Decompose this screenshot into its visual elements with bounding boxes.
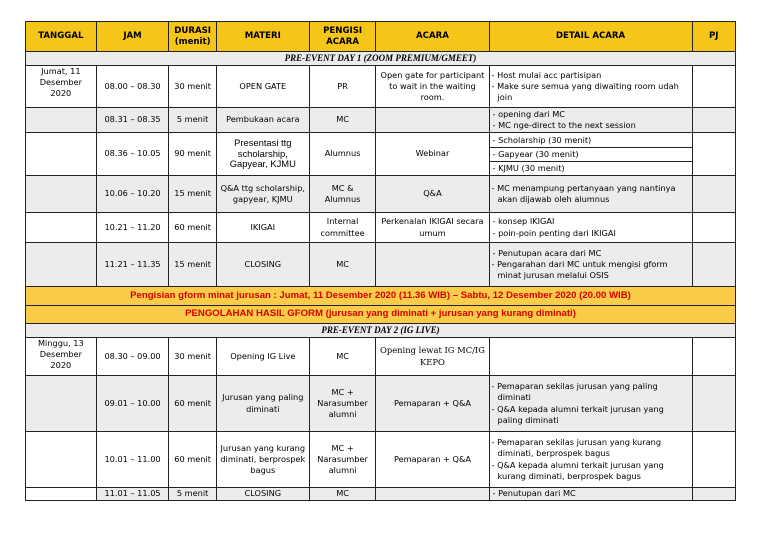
date-empty <box>26 243 97 287</box>
detail-item: - Host mulai acc partisipan <box>491 69 602 80</box>
row-jam: 08.30 – 09.00 <box>96 338 169 376</box>
day1-banner: PRE-EVENT DAY 1 (ZOOM PREMIUM/GMEET) <box>26 52 736 66</box>
row-jam: 11.21 – 11.35 <box>96 243 169 287</box>
row-pj <box>692 66 735 108</box>
date-empty <box>26 213 97 243</box>
row-pj <box>692 338 735 376</box>
detail-item: - Gapyear (30 menit) <box>490 147 692 161</box>
detail-item: - poin-poin penting dari IKIGAI <box>492 227 616 238</box>
detail-item: - Pemaparan sekilas jurusan yang kurang diminati, berprospek bagus <box>491 437 662 459</box>
row-detail <box>489 243 692 287</box>
day1-banner-row <box>26 52 736 66</box>
header-row <box>26 22 736 52</box>
row-jam: 11.01 – 11.05 <box>96 488 169 501</box>
row-acara: Opening lewat IG MC/IG KEPO <box>376 338 489 376</box>
header-jam: JAM <box>96 22 169 52</box>
row-pengisi: MC <box>309 338 376 376</box>
row-pengisi: MC <box>309 108 376 133</box>
row-jam: 10.01 – 11.00 <box>96 432 169 488</box>
table-row <box>26 376 736 432</box>
row-durasi: 5 menit <box>169 488 216 501</box>
table-row <box>26 338 736 376</box>
gform-banner: Pengisian gform minat jurusan : Jumat, 11 Desember 2020 (11.36 WIB) – Sabtu, 12 Desember 2020 (20.00 WIB) <box>26 287 736 306</box>
day2-banner-row <box>26 324 736 338</box>
date-empty <box>26 176 97 213</box>
row-acara: Perkenalan IKIGAI secara umum <box>376 213 489 243</box>
row-pj <box>692 133 735 176</box>
detail-item: - Penutupan acara dari MC <box>492 247 602 258</box>
row-acara: Pemaparan + Q&A <box>376 432 489 488</box>
row-durasi: 90 menit <box>169 133 216 176</box>
table-row <box>26 133 736 176</box>
row-detail <box>489 133 692 176</box>
row-materi: Presentasi ttg scholarship, Gapyear, KJMU <box>216 133 309 176</box>
detail-item: - opening dari MC <box>492 108 566 119</box>
row-jam: 10.06 – 10.20 <box>96 176 169 213</box>
row-pengisi: MC <box>309 243 376 287</box>
row-detail <box>489 66 692 108</box>
row-durasi: 30 menit <box>169 66 216 108</box>
row-pj <box>692 108 735 133</box>
header-pj: PJ <box>692 22 735 52</box>
table-row <box>26 108 736 133</box>
row-jam: 10.21 – 11.20 <box>96 213 169 243</box>
date-empty <box>26 133 97 176</box>
detail-item: - KJMU (30 menit) <box>490 161 692 175</box>
detail-item: - MC menampung pertanyaan yang nantinya akan dijawab oleh alumnus <box>491 182 676 204</box>
detail-item: - Q&A kepada alumni terkait jurusan yang kurang diminati, berprospek bagus <box>491 459 664 481</box>
row-acara: Q&A <box>376 176 489 213</box>
row-acara <box>376 488 489 501</box>
date-empty <box>26 376 97 432</box>
row-acara: Open gate for participant to wait in the waiting room. <box>376 66 489 108</box>
row-materi: Pembukaan acara <box>216 108 309 133</box>
row-materi: Q&A ttg scholarship, gapyear, KJMU <box>216 176 309 213</box>
date-empty <box>26 108 97 133</box>
row-materi: OPEN GATE <box>216 66 309 108</box>
row-pj <box>692 376 735 432</box>
row-detail <box>489 338 692 376</box>
header-materi: MATERI <box>216 22 309 52</box>
row-acara: Pemaparan + Q&A <box>376 376 489 432</box>
table-row <box>26 66 736 108</box>
header-detail: DETAIL ACARA <box>489 22 692 52</box>
gform-banner-row <box>26 287 736 306</box>
detail-item: - Scholarship (30 menit) <box>492 134 592 145</box>
detail-item: - Pengarahan dari MC untuk mengisi gform minat jurusan melalui OSIS <box>491 258 668 281</box>
row-pengisi: MC + Narasumber alumni <box>309 432 376 488</box>
row-materi: IKIGAI <box>216 213 309 243</box>
table-row <box>26 432 736 488</box>
row-durasi: 15 menit <box>169 176 216 213</box>
detail-item: - Penutupan dari MC <box>492 488 576 499</box>
detail-item: - Pemaparan sekilas jurusan yang paling diminati <box>491 381 658 403</box>
row-detail <box>489 108 692 133</box>
schedule-table <box>25 21 736 501</box>
row-detail <box>489 432 692 488</box>
row-pj <box>692 432 735 488</box>
day1-date: Jumat, 11 Desember 2020 <box>26 66 97 108</box>
header-durasi: DURASI (menit) <box>169 22 216 52</box>
detail-item: - Make sure semua yang diwaiting room udah join <box>491 80 679 103</box>
row-detail <box>489 488 692 501</box>
detail-item: - konsep IKIGAI <box>492 216 555 227</box>
row-durasi: 60 menit <box>169 432 216 488</box>
header-tanggal: TANGGAL <box>26 22 97 52</box>
day2-date: Minggu, 13 Desember 2020 <box>26 338 97 376</box>
row-durasi: 60 menit <box>169 376 216 432</box>
row-acara <box>376 243 489 287</box>
row-acara <box>376 108 489 133</box>
header-acara: ACARA <box>376 22 489 52</box>
row-pengisi: Internal committee <box>309 213 376 243</box>
row-pengisi: Alumnus <box>309 133 376 176</box>
header-pengisi: PENGISI ACARA <box>309 22 376 52</box>
row-pj <box>692 213 735 243</box>
row-durasi: 15 menit <box>169 243 216 287</box>
detail-item: - Q&A kepada alumni terkait jurusan yang paling diminati <box>491 403 664 425</box>
row-pengisi: MC <box>309 488 376 501</box>
table-row <box>26 213 736 243</box>
row-detail <box>489 376 692 432</box>
row-durasi: 5 menit <box>169 108 216 133</box>
row-detail <box>489 213 692 243</box>
processing-banner-row <box>26 306 736 324</box>
row-durasi: 60 menit <box>169 213 216 243</box>
row-pj <box>692 176 735 213</box>
date-empty <box>26 432 97 488</box>
row-pengisi: PR <box>309 66 376 108</box>
row-materi: Opening IG Live <box>216 338 309 376</box>
row-materi: CLOSING <box>216 243 309 287</box>
table-row <box>26 176 736 213</box>
row-materi: Jurusan yang kurang diminati, berprospek bagus <box>216 432 309 488</box>
table-row <box>26 243 736 287</box>
day2-banner: PRE-EVENT DAY 2 (IG LIVE) <box>26 324 736 338</box>
date-empty <box>26 488 97 501</box>
row-jam: 09.01 – 10.00 <box>96 376 169 432</box>
row-pengisi: MC + Narasumber alumni <box>309 376 376 432</box>
row-durasi: 30 menit <box>169 338 216 376</box>
detail-item: - MC nge-direct to the next session <box>492 120 636 130</box>
table-row <box>26 488 736 501</box>
row-jam: 08.36 – 10.05 <box>96 133 169 176</box>
row-pj <box>692 488 735 501</box>
row-pj <box>692 243 735 287</box>
row-pengisi: MC & Alumnus <box>309 176 376 213</box>
row-jam: 08.31 – 08.35 <box>96 108 169 133</box>
row-materi: Jurusan yang paling diminati <box>216 376 309 432</box>
processing-banner: PENGOLAHAN HASIL GFORM (jurusan yang diminati + jurusan yang kurang diminati) <box>26 306 736 324</box>
row-jam: 08.00 – 08.30 <box>96 66 169 108</box>
row-acara: Webinar <box>376 133 489 176</box>
row-detail <box>489 176 692 213</box>
row-materi: CLOSING <box>216 488 309 501</box>
